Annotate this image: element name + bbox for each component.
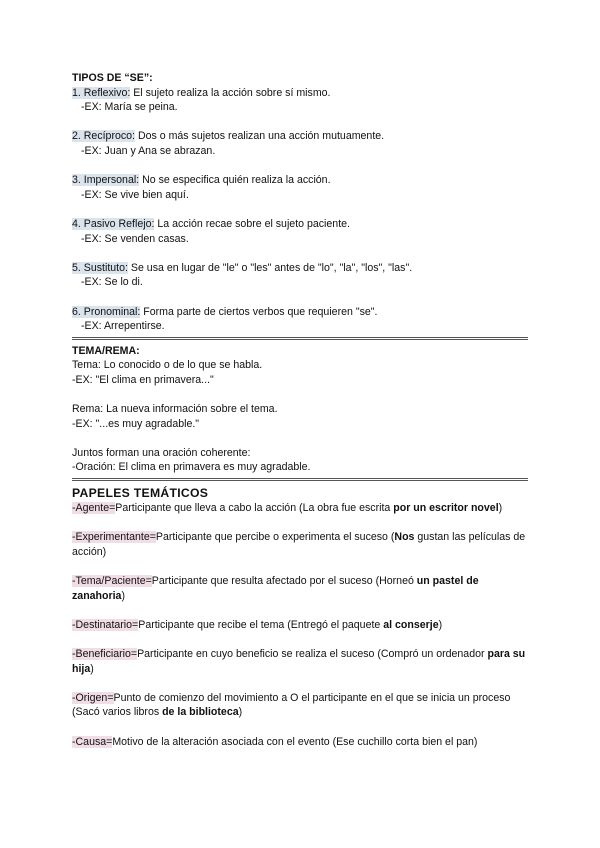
papel-definition: Participante que percibe o experimenta el suceso ( xyxy=(155,531,395,544)
papel-example-bold: un pastel de zanahoria xyxy=(72,575,479,602)
papel-label: -Agente= xyxy=(72,502,116,515)
papel-label: -Destinatario= xyxy=(72,618,139,631)
rema-example: -EX: "...es muy agradable." xyxy=(72,417,200,430)
tipo-item xyxy=(72,86,528,115)
tipo-example: -EX: Arrepentirse. xyxy=(81,320,165,333)
papel-label: -Causa= xyxy=(72,735,113,748)
papel-example-bold: Nos xyxy=(394,531,415,544)
tipo-example: -EX: Se vive bien aquí. xyxy=(81,188,189,201)
papel-definition: Participante en cuyo beneficio se realiza el suceso (Compró un ordenador xyxy=(137,647,488,660)
section-title-papeles: PAPELES TEMÁTICOS xyxy=(72,486,209,501)
tipo-example: -EX: Se venden casas. xyxy=(81,232,189,245)
papel-label: -Experimentante= xyxy=(72,531,156,544)
papel-label: -Origen= xyxy=(72,691,114,704)
tipo-definition: Se usa en lugar de "le" o "les" antes de "lo", "la", "los", "las". xyxy=(127,261,413,274)
tipo-item xyxy=(72,305,528,334)
tipo-definition: La acción recae sobre el sujeto paciente. xyxy=(154,217,350,230)
papel-definition: Punto de comienzo del movimiento a O el participante en el que se inicia un proceso (Sacó varios libros xyxy=(72,691,511,719)
tema-example: -EX: "El clima en primavera..." xyxy=(72,373,214,386)
tipo-item xyxy=(72,261,528,290)
tipo-label: 6. Pronominal: xyxy=(72,305,141,318)
papel-item xyxy=(72,691,528,720)
papel-after: ) xyxy=(90,662,94,675)
papel-item xyxy=(72,501,528,516)
juntos-example: -Oración: El clima en primavera es muy agradable. xyxy=(72,461,311,474)
papel-definition: Participante que lleva a cabo la acción (La obra fue escrita xyxy=(115,502,394,515)
tipo-label: 3. Impersonal: xyxy=(72,174,140,187)
tipo-example: -EX: Se lo di. xyxy=(81,276,143,289)
papel-after: gustan las películas de acción) xyxy=(72,531,526,558)
papel-definition: Participante que resulta afectado por el suceso (Horneó xyxy=(151,575,417,587)
section-divider xyxy=(72,478,528,481)
rema-definition: Rema: La nueva información sobre el tema. xyxy=(72,403,278,416)
papel-example-bold: al conserje xyxy=(383,618,439,631)
tipo-example: -EX: María se peina. xyxy=(81,101,178,114)
tipo-item xyxy=(72,217,528,246)
papel-item xyxy=(72,618,528,633)
tipo-definition: No se especifica quién realiza la acción. xyxy=(139,174,331,187)
papel-item xyxy=(72,574,528,603)
papel-after: ) xyxy=(121,589,125,602)
tipo-label: 1. Reflexivo: xyxy=(72,86,131,99)
papel-definition: Participante que recibe el tema (Entregó el paquete xyxy=(138,618,384,631)
tipo-label: 2. Recíproco: xyxy=(72,130,136,143)
papel-label: -Beneficiario= xyxy=(72,647,138,660)
tema-definition: Tema: Lo conocido o de lo que se habla. xyxy=(72,359,263,372)
document-page xyxy=(72,71,528,764)
tipo-definition: El sujeto realiza la acción sobre sí mismo. xyxy=(130,86,331,99)
juntos-line: Juntos forman una oración coherente: xyxy=(72,446,251,459)
papel-item xyxy=(72,735,528,750)
papel-example-bold: por un escritor novel xyxy=(393,502,499,515)
tipo-item xyxy=(72,129,528,158)
tipo-definition: Dos o más sujetos realizan una acción mutuamente. xyxy=(135,130,385,143)
papel-label: -Tema/Paciente= xyxy=(72,575,152,587)
papel-after: ) xyxy=(498,502,503,515)
tipo-label: 4. Pasivo Reflejo: xyxy=(72,217,155,230)
section-title-tema-rema: TEMA/REMA: xyxy=(72,344,140,357)
papel-after: ) xyxy=(238,706,243,719)
section-title-tipos-se: TIPOS DE “SE”: xyxy=(72,72,153,84)
tipo-example: -EX: Juan y Ana se abrazan. xyxy=(81,144,216,157)
tipo-label: 5. Sustituto: xyxy=(72,261,128,274)
tipo-definition: Forma parte de ciertos verbos que requieren "se". xyxy=(140,305,378,318)
papel-item xyxy=(72,530,528,559)
papel-after: ) xyxy=(438,618,443,631)
papel-item xyxy=(72,647,528,676)
papel-example-bold: de la biblioteca xyxy=(162,706,239,719)
tipo-item xyxy=(72,173,528,202)
papel-example-bold: para su hija xyxy=(72,647,526,675)
section-divider xyxy=(72,337,528,340)
papel-definition: Motivo de la alteración asociada con el evento (Ese cuchillo corta bien el pan) xyxy=(112,735,478,748)
